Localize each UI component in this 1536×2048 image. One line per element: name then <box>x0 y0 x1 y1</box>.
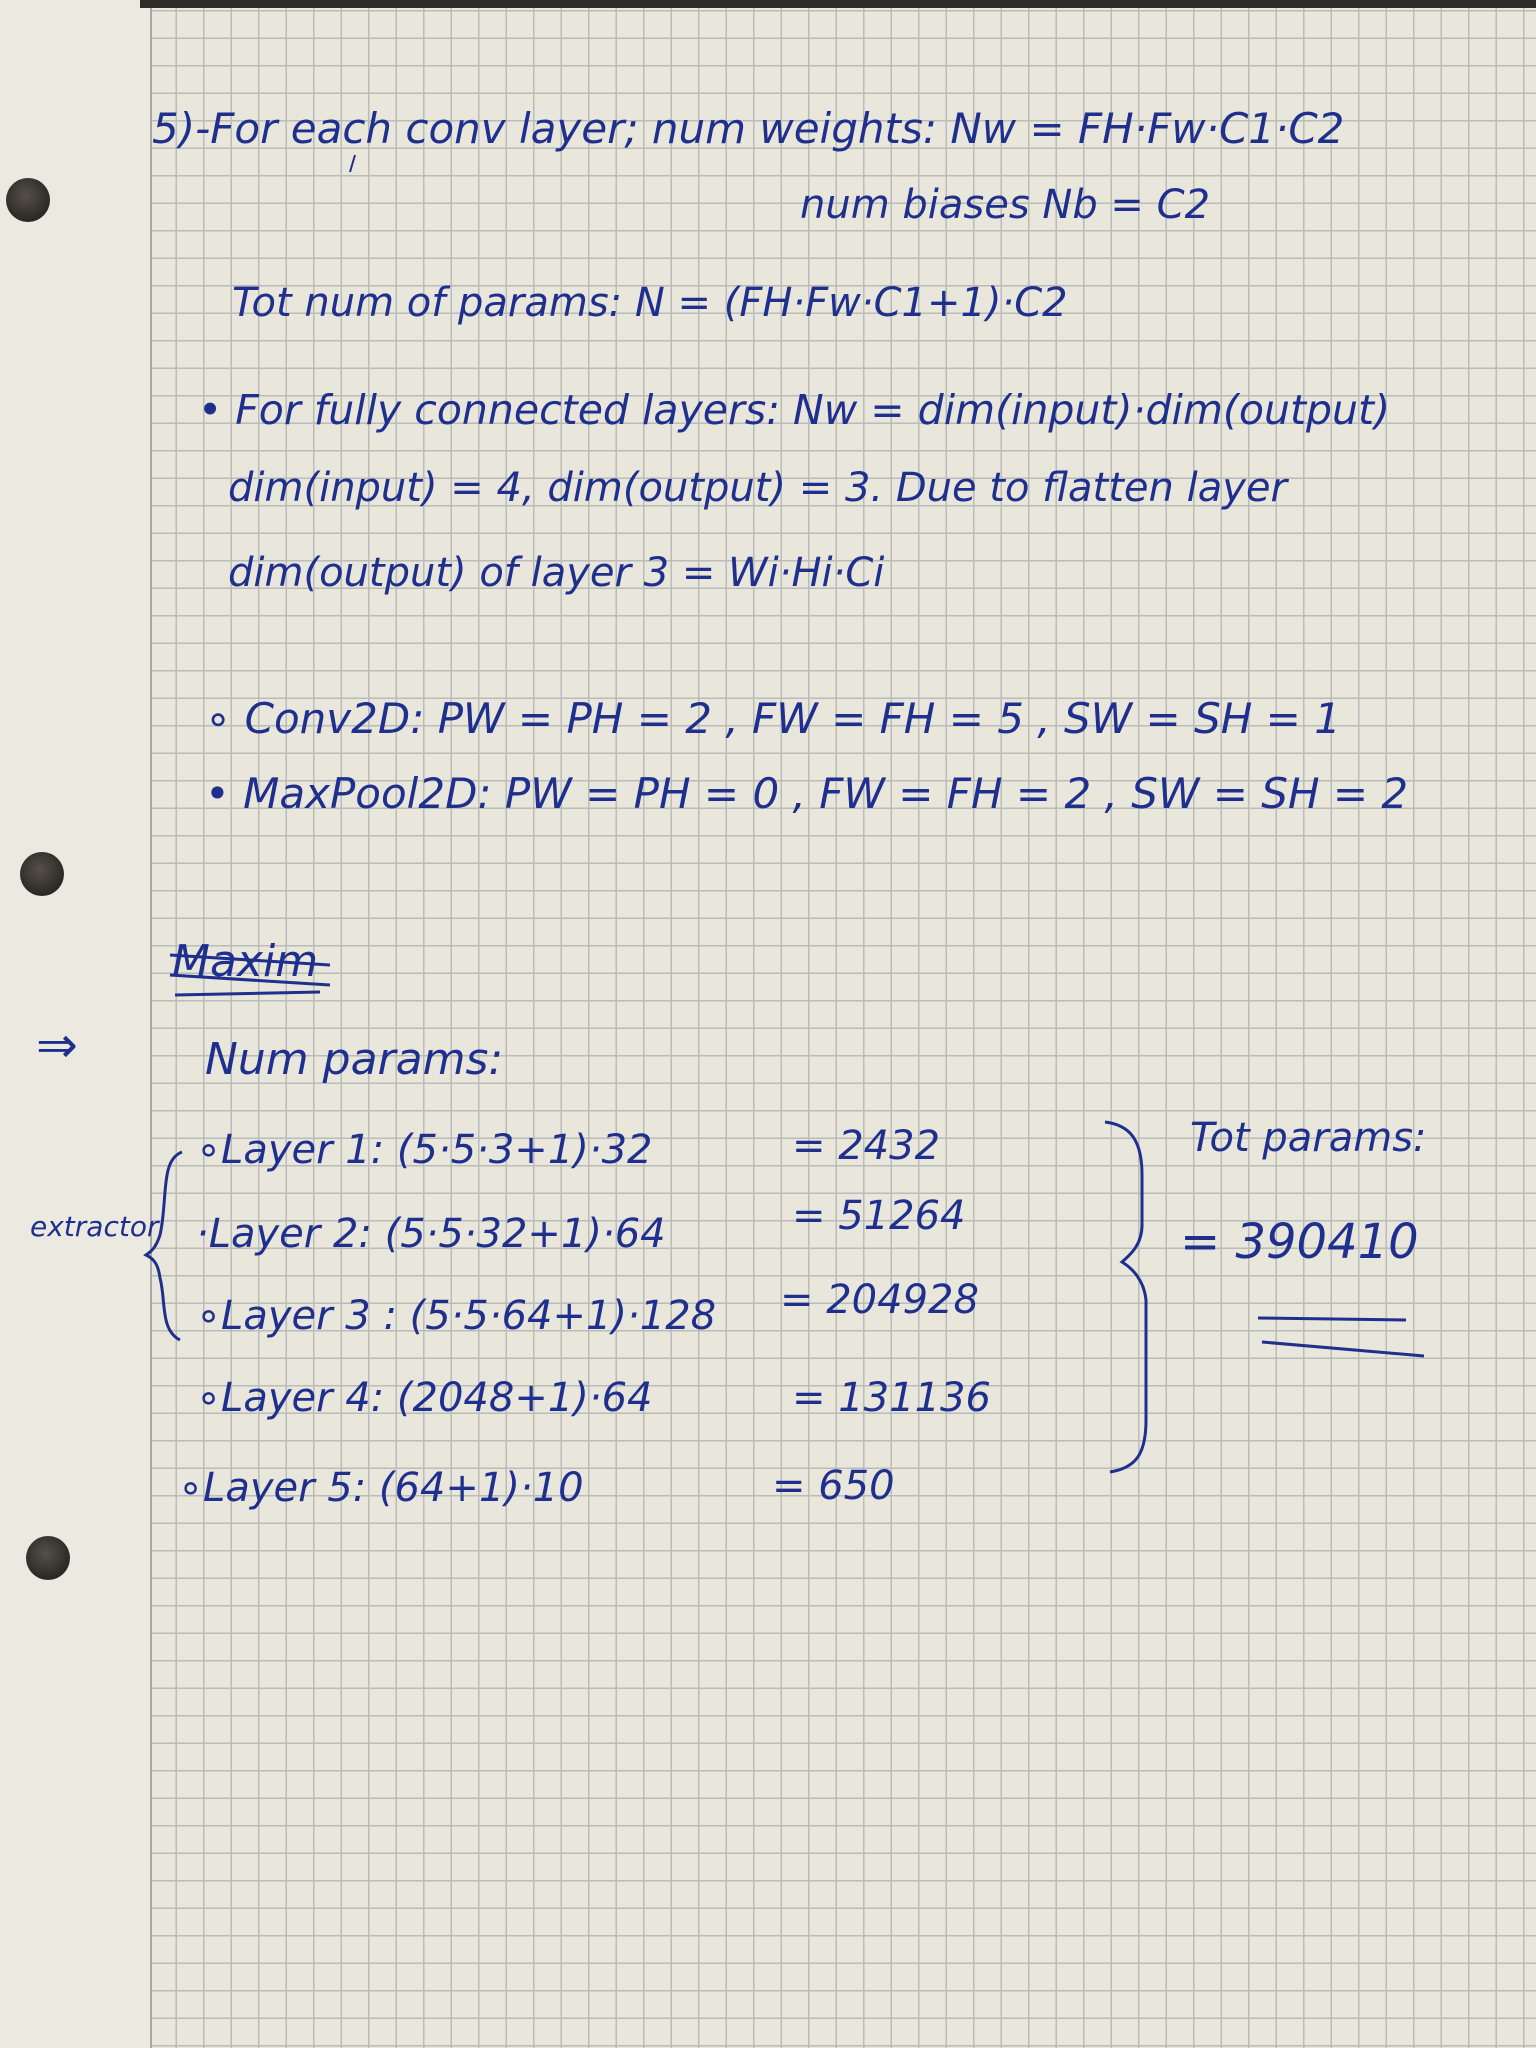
layer-1-formula: ∘Layer 1: (5·5·3+1)·32 <box>196 1127 653 1173</box>
implies-arrow-icon: ⇒ <box>36 1016 78 1074</box>
layer-4-result: = 131136 <box>792 1375 991 1421</box>
num-params-heading: Num params: <box>205 1034 504 1085</box>
total-underline <box>1258 1318 1424 1356</box>
layer-4-formula: ∘Layer 4: (2048+1)·64 <box>196 1375 653 1421</box>
crossed-out-word: Maxim <box>172 936 319 987</box>
total-params-formula: Tot num of params: N = (FH·Fw·C1+1)·C2 <box>232 280 1068 326</box>
tot-params-value: = 390410 <box>1180 1214 1419 1270</box>
layer-5-formula: ∘Layer 5: (64+1)·10 <box>178 1465 584 1511</box>
conv-weights-formula: 5)-For each conv layer; num weights: Nw = FH·Fw·C1·C2 <box>152 104 1345 153</box>
strike-through-mark <box>170 955 330 995</box>
ink-tick <box>350 155 355 172</box>
layer-3-formula: ∘Layer 3 : (5·5·64+1)·128 <box>196 1293 717 1339</box>
extractor-brace <box>146 1152 182 1340</box>
conv2d-params: ∘ Conv2D: PW = PH = 2 , FW = FH = 5 , SW = SH = 1 <box>205 694 1341 743</box>
extractor-label: extractor <box>30 1210 159 1243</box>
flatten-note: dim(output) of layer 3 = Wi·Hi·Ci <box>228 550 885 596</box>
layer-2-formula: ·Layer 2: (5·5·32+1)·64 <box>196 1211 666 1257</box>
dim-note: dim(input) = 4, dim(output) = 3. Due to flatten layer <box>228 465 1287 511</box>
layer-1-result: = 2432 <box>792 1123 941 1169</box>
layer-2-result: = 51264 <box>792 1193 966 1239</box>
conv-biases-formula: num biases Nb = C2 <box>800 182 1211 228</box>
total-brace <box>1105 1122 1146 1472</box>
layer-3-result: = 204928 <box>780 1277 979 1323</box>
layer-5-result: = 650 <box>772 1463 895 1509</box>
tot-params-label: Tot params: <box>1190 1115 1427 1161</box>
fc-weights-formula: • For fully connected layers: Nw = dim(input)·dim(output) <box>198 386 1391 434</box>
maxpool2d-params: • MaxPool2D: PW = PH = 0 , FW = FH = 2 , SW = SH = 2 <box>205 769 1409 818</box>
